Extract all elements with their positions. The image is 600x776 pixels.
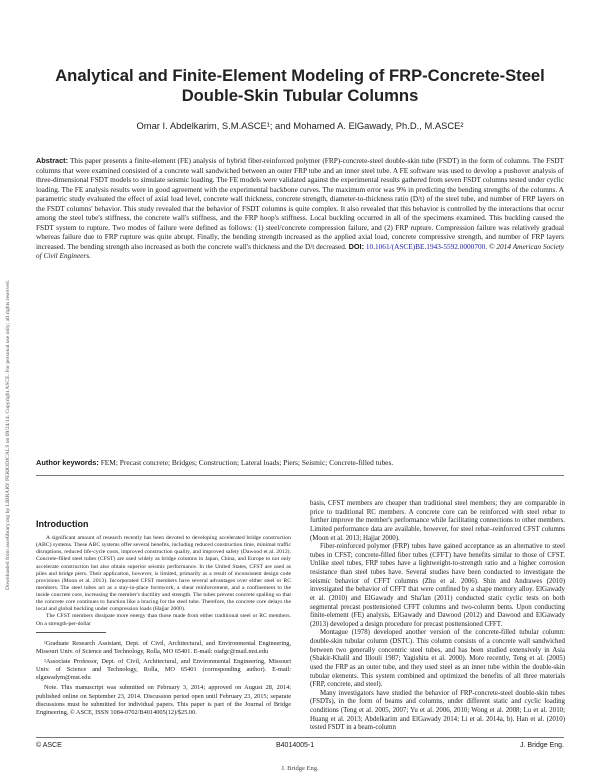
column-left (36, 535, 291, 628)
doi-link[interactable]: 10.1061/(ASCE)BE.1943-5592.0000700. (365, 241, 488, 251)
footer-copyright: © ASCE (36, 742, 62, 749)
abstract (36, 156, 564, 261)
paragraph: basis, CFST members are cheaper than traditional steel members; they are comparable in price to traditional RC members. A concrete core can be reinforced with steel rebar to further improve the member's performance while facilitating connections to other members. Limited performance data are available, however, for steel rebar–reinforced CFST columns (Moon et al. 2013; Hajjar 2000). (310, 500, 565, 542)
footnote-1: ¹Graduate Research Assistant, Dept. of Civil, Architectural, and Environmental Engineering, Missouri Univ. of Science and Technology, Rolla, MO 65401. E-mail: oiafgc@mail.mst.edu (36, 640, 291, 656)
paper-title (0, 66, 600, 106)
paragraph: Fiber-reinforced polymer (FRP) tubes have gained acceptance as an alternative to steel tubes in CFST; concrete-filled fiber tubes (CFFT) have benefits similar to those of CFST. Unlike steel tubes, FRP tubes have a lightweight-to-strength ratio and a higher corrosion resistance than steel tubes have. Several studies have been conducted to investigate the seismic behavior of CFFT columns (Zhu et al. 2006). Shin and Andrawes (2010) investigated the behavior of CFFT that were confined by a shape memory alloy. ElGawady et al. (2010) and ElGawady and Sha'lan (2011) conducted static cyclic tests on both segmental precast posttensioned CFFT columns and two-column bents. Upon conducting finite-element (FE) analysis, ElGawady and Dawood (2012) and Dawood and ElGawady (2013) developed a design procedure for precast posttensioned CFFT. (310, 543, 565, 628)
section-heading-introduction: Introduction (36, 519, 89, 529)
paragraph: Montague (1978) developed another version of the concrete-filled tubular column: double-skin tubular column (DSTC). This column consists of a concrete wall sandwiched between two generally concentric steel tubes, and has been studied extensively in Asia (Shakir-Khalil and Illouli 1987; Yagishita et al. 2000). More recently, Teng et al. (2005) used the FRP as an outer tube, and they used steel as an inner tube within the double-skin tubular elements. This system combined and optimized the benefits of all three materials (FRP, concrete, and steel). (310, 629, 565, 689)
footnote-divider (36, 632, 106, 633)
paragraph: Many investigators have studied the behavior of FRP-concrete-steel double-skin tubes (FSDTs), in the form of beams and columns, under different static and cyclic loading conditions (Teng et al. 2005, 2007; Yu et al. 2006, 2010; Wong et al. 2008; Lu et al. 2010; Huang et al. 2013; Abdelkarim and ElGawady 2014; Li et al. 2014a, b). Han et al. (2010) tested FSDT in a beam-column (310, 689, 565, 732)
footer-divider (36, 737, 564, 738)
footnote-note: Note. This manuscript was submitted on February 3, 2014; approved on August 28, 2014; published online on September 23, 2014. Discussion period open until February 23, 2015; separate discussions must be submitted for individual papers. This paper is part of the Journal of Bridge Engineering, © ASCE, ISSN 1084-0702/B4014005(12)/$25.00. (36, 684, 291, 716)
abstract-text: This paper presents a finite-element (FE) analysis of hybrid fiber-reinforced polymer (FRP)-concrete-steel double-skin tube (FSDT) in the form of columns. The FSDT columns that were examined consisted of a concrete wall sandwiched between an outer FRP tube and an inner steel tube. A FE software was used to develop a pushover analysis of three-dimensional FSDT models to simulate seismic loading. The FE models were validated against the experimental results gathered from seven FSDT columns tested under cyclic loading. The FE analysis results were in good agreement with the experimental backbone curves. The maximum error was 9% in predicting the bending strengths of the columns. A parametric study evaluated the effect of axial load level, concrete wall thickness, concrete strength, diameter-to-thickness ratio (D/t) of the steel tube, and number of FRP layers on the FSDT columns' behavior. This study revealed that the behavior of FSDT columns is quite complex. It also revealed that this behavior is controlled by the interactions that occur among the steel tube's stiffness, the concrete wall's stiffness, and the FRP hoop's stiffness. Local buckling occurred in all of the specimens examined. This buckling caused the FSDT system to rupture. Two modes of failure were defined as follows: (1) steel/concrete compression failure, and (2) FRP rupture. Compression failure was relatively gradual whereas failure due to FRP rupture was quite abrupt. Finally, the bending strength increased as the applied axial load, concrete compressive strength, and number of FRP layers increased. The bending strength also increased as both the concrete wall's thickness and the D/t decreased. (36, 156, 564, 251)
footnote-2: ²Associate Professor, Dept. of Civil, Architectural, and Environmental Engineering, Missouri Univ. of Science and Technology, Rolla, MO 65401 (corresponding author). E-mail: elgawadym@mst.edu (36, 658, 291, 682)
footnotes (36, 640, 291, 719)
title-line-1: Analytical and Finite-Element Modeling of FRP-Concrete-Steel (55, 66, 545, 85)
abstract-label: Abstract: (36, 156, 69, 165)
footer-journal: J. Bridge Eng. (520, 742, 564, 749)
authors: Omar I. Abdelkarim, S.M.ASCE¹; and Mohamed A. ElGawady, Ph.D., M.ASCE² (136, 120, 464, 131)
column-right (310, 500, 565, 733)
footer-journal-bottom: J. Bridge Eng. (281, 765, 319, 772)
title-line-2: Double-Skin Tubular Columns (181, 86, 419, 105)
paragraph: A significant amount of research recently has been devoted to developing accelerated bridge construction (ABC) systems. These ABC systems offer several benefits, including reduced construction time, minimal traffic disruptions, reduced life-cycle costs, improved construction quality, and improved safety (Dawood et al. 2012). Concrete-filled steel tubes (CFST) are used widely as bridge columns in Japan, China, and Europe to not only accelerate construction but also obtain superior seismic performance. In the United States, CFST are used as piles and bridge piers. Their application, however, is limited, primarily as a result of inconsistent design code provisions (Moon et al. 2013). Incorporated CFST members have several advantages over either steel or RC members. The steel tubes act as a stay-in-place formwork, a shear reinforcement, and a confinement to the inside concrete core, increasing the member's ductility and strength. The tubes prevent concrete spalling so that the concrete core continues to function like a bracing for the steel tube. Therefore, the concrete core delays the local and global buckling under compression loads (Hajjar 2000). (36, 535, 291, 613)
keywords-label: Author keywords: (36, 458, 99, 467)
doi-label: DOI: (348, 241, 365, 251)
author-keywords (36, 458, 564, 467)
footer-page-id: B4014005-1 (276, 742, 315, 749)
paragraph: The CFST members dissipate more energy than those made from either traditional steel or RC members. On a strength-per-dollar (36, 613, 291, 627)
divider (36, 475, 564, 476)
copyright: © 2014 American Society of Civil Engineers. (36, 241, 565, 261)
keywords-text: FEM; Precast concrete; Bridges; Construction; Lateral loads; Piers; Seismic; Concrete-filled tubes. (100, 458, 394, 467)
download-sidenote: Downloaded from ascelibrary.org by LIBRARY PERIODICALS on 09/24/14. Copyright ASCE. For personal use only; all rights reserved. (5, 279, 11, 590)
